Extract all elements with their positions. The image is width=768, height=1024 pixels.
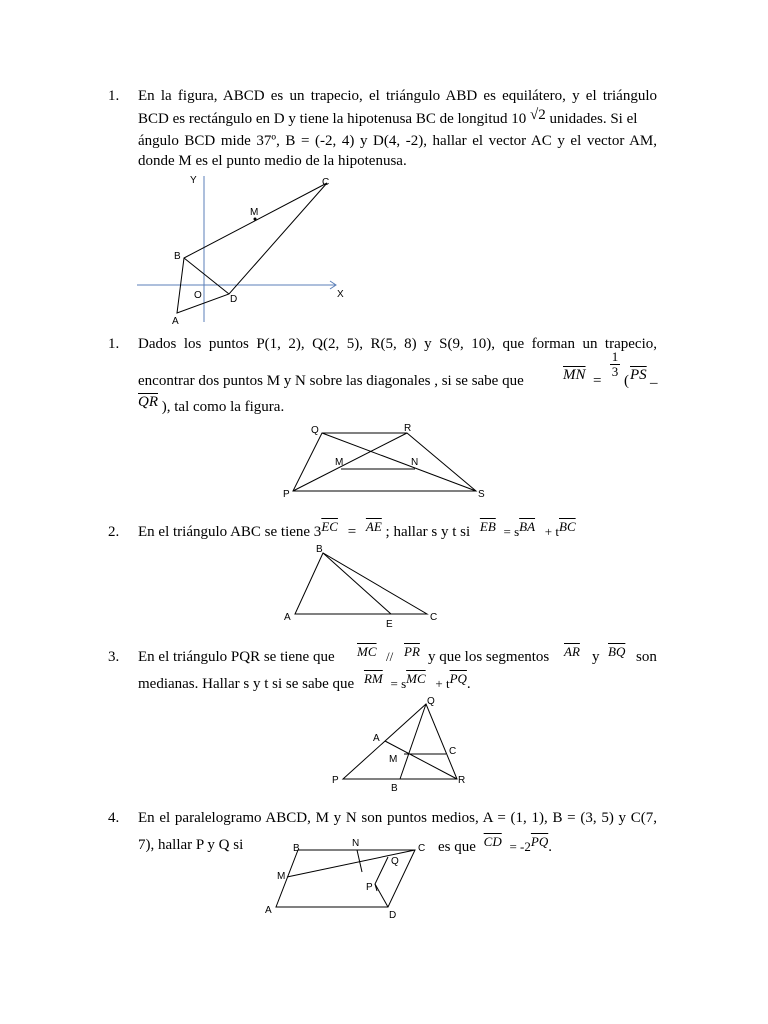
segment-pd [375, 884, 388, 907]
label-o: O [194, 290, 202, 301]
vector-cd: $\overline{CD}$ [483, 834, 502, 849]
plus-t: + t [544, 524, 559, 539]
vector-mc: $\overline{MC}$ [357, 644, 377, 659]
label-r: R [458, 775, 466, 786]
label-p: P [283, 489, 290, 500]
problem-5-line-2: 7), hallar P y Q si [138, 837, 244, 853]
label-e: E [386, 619, 393, 630]
paren-open: ( [624, 373, 629, 389]
vector-qr: $\overline{QR}$ [138, 394, 158, 410]
problem-5-line-1: En el paralelogramo ABCD, M y N son puntos medios, A = (1, 1), B = (3, 5) y C(7, [138, 810, 657, 826]
problem-2-line-1: Dados los puntos P(1, 2), Q(2, 5), R(5, 8) y S(9, 10), que forman un trapecio, [138, 336, 657, 352]
plus-t: + t [435, 676, 450, 691]
problem-1-line-2-end: unidades. Si el [549, 111, 638, 127]
problem-1-line-4: donde M es el punto medio de la hipotenusa. [138, 153, 407, 169]
problem-number: 2. [108, 524, 120, 540]
period: . [548, 839, 552, 855]
label-a: A [373, 733, 380, 744]
problem-number: 4. [108, 810, 120, 826]
vector-pq: $\overline{PQ}$ [449, 671, 467, 686]
label-n: N [411, 457, 419, 468]
label-y: Y [190, 175, 197, 186]
label-m: M [389, 754, 398, 765]
vector-rm: $\overline{RM}$ [363, 671, 383, 686]
label-d: D [230, 294, 238, 305]
label-q: Q [311, 425, 319, 436]
vector-ps: $\overline{PS}$ [630, 367, 647, 383]
problem-3-text-b: ; hallar s y t si [385, 524, 471, 540]
label-q: Q [391, 856, 399, 867]
vector-ae: $\overline{AE}$ [365, 519, 382, 534]
problem-4-text-c: medianas. Hallar s y t si se sabe que [138, 676, 355, 692]
label-r: R [404, 423, 412, 434]
vector-eb: $\overline{EB}$ [479, 519, 496, 534]
label-p: P [332, 775, 339, 786]
equals-s: = s [390, 676, 407, 691]
problem-1-line-2-text: BCD es rectángulo en D y tiene la hipotenusa BC de longitud 10 [138, 111, 527, 127]
equals-s: = s [503, 524, 520, 539]
vector-ec: $\overline{EC}$ [321, 519, 338, 534]
problem-5-text-b: es que [438, 839, 476, 855]
label-s: S [478, 489, 485, 500]
vector-mn: $\overline{MN}$ [563, 367, 586, 383]
label-p: P [366, 882, 373, 893]
fraction-numerator: 1 [611, 349, 619, 364]
problem-number: 1. [108, 336, 120, 352]
label-c: C [449, 746, 457, 757]
minus-sign: – [650, 375, 658, 391]
label-d: D [389, 910, 397, 921]
label-m: M [277, 871, 286, 882]
label-q: Q [427, 696, 435, 707]
vector-mc-2: $\overline{MC}$ [406, 671, 426, 686]
label-n: N [352, 838, 360, 849]
vector-bc: $\overline{BC}$ [559, 519, 576, 534]
word-y: y [592, 649, 600, 665]
problem-number: 3. [108, 649, 120, 665]
fraction-denominator: 3 [611, 364, 619, 379]
problem-4-text-b: y que los segmentos [428, 649, 550, 665]
vector-pq: $\overline{PQ}$ [530, 834, 549, 849]
equals-sign: = [593, 373, 602, 389]
label-b: B [174, 251, 181, 262]
vector-bq: $\overline{BQ}$ [608, 644, 626, 659]
label-m: M [250, 207, 259, 218]
problem-1-line-3: ángulo BCD mide 37º, B = (-2, 4) y D(4, -2), hallar el vector AC y el vector AM, [138, 133, 657, 149]
problem-number: 1. [108, 88, 120, 104]
label-a: A [172, 316, 179, 327]
label-b: B [316, 544, 323, 555]
vector-ba: $\overline{BA}$ [519, 519, 536, 534]
label-a: A [265, 905, 272, 916]
problem-4-line-1: En el triángulo PQR se tiene que [138, 649, 335, 665]
label-x: X [337, 289, 344, 300]
problem-2-line-2: encontrar dos puntos M y N sobre las diagonales , si se sabe que [138, 373, 524, 389]
vector-pr: $\overline{PR}$ [404, 644, 420, 659]
label-m: M [335, 457, 344, 468]
period: . [466, 676, 471, 692]
problem-3-text-a: En el triángulo ABC se tiene 3 [138, 524, 322, 540]
label-c: C [430, 612, 438, 623]
problem-2-line-3-end: ), tal como la figura. [161, 399, 285, 415]
label-c: C [322, 177, 330, 188]
equals-minus-two: = -2 [509, 839, 531, 854]
segment-pq [375, 857, 388, 891]
label-b: B [293, 843, 300, 854]
parallel-sign: // [386, 649, 394, 664]
label-a: A [284, 612, 291, 623]
sqrt-symbol: √2 [530, 107, 546, 123]
word-son: son [636, 649, 657, 665]
label-b: B [391, 783, 398, 794]
vector-ar: $\overline{AR}$ [564, 644, 580, 659]
label-c: C [418, 843, 426, 854]
equals-sign: = [347, 524, 357, 540]
problem-1-line-1: En la figura, ABCD es un trapecio, el triángulo ABD es equilátero, y el triángulo [138, 88, 657, 104]
